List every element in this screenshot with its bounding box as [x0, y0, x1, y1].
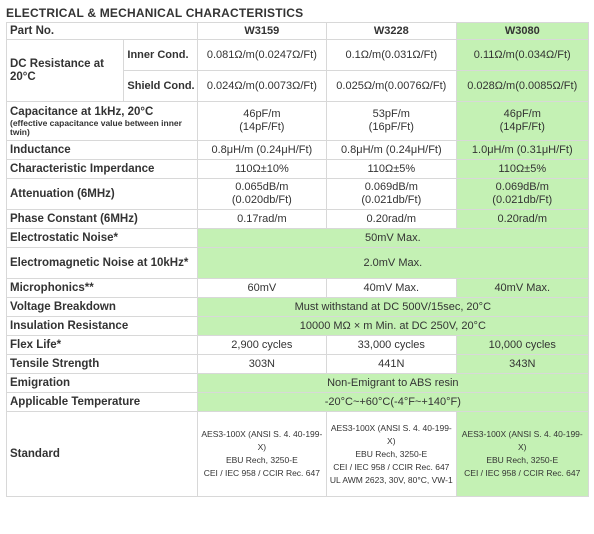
- table-row: [7, 298, 588, 316]
- table-cell: 110Ω±10%: [198, 160, 326, 178]
- table-cell: 303N: [198, 355, 326, 373]
- table-cell: 0.069dB/m (0.021db/Ft): [457, 179, 588, 209]
- table-cell: 0.20rad/m: [327, 210, 455, 228]
- table-row: [7, 248, 588, 278]
- table-row: [7, 374, 588, 392]
- flex-life-label: Flex Life*: [7, 336, 197, 354]
- table-cell: 0.065dB/m (0.020db/Ft): [198, 179, 326, 209]
- table-row: [7, 179, 588, 209]
- table-cell: 46pF/m (14pF/Ft): [457, 102, 588, 140]
- table-cell: Must withstand at DC 500V/15sec, 20°C: [198, 298, 588, 316]
- capacitance-label-text: Capacitance at 1kHz, 20°C: [10, 105, 154, 118]
- table-cell: AES3-100X (ANSI S. 4. 40-199-X) EBU Rech, 3250-E CEI / IEC 958 / CCIR Rec. 647: [198, 412, 326, 496]
- table-row: [7, 160, 588, 178]
- electrostatic-noise-label: Electrostatic Noise*: [7, 229, 197, 247]
- phase-constant-label: Phase Constant (6MHz): [7, 210, 197, 228]
- part-w3080: W3080: [457, 23, 588, 39]
- table-cell: 50mV Max.: [198, 229, 588, 247]
- table-row: [7, 141, 588, 159]
- shield-cond-label: Shield Cond.: [124, 71, 196, 101]
- table-row: [7, 393, 588, 411]
- inductance-label: Inductance: [7, 141, 197, 159]
- table-row: [7, 317, 588, 335]
- table-cell: 110Ω±5%: [327, 160, 455, 178]
- table-cell: 53pF/m (16pF/Ft): [327, 102, 455, 140]
- capacitance-note: (effective capacitance value between inner twin): [10, 117, 182, 137]
- emigration-label: Emigration: [7, 374, 197, 392]
- part-w3228: W3228: [327, 23, 455, 39]
- attenuation-label: Attenuation (6MHz): [7, 179, 197, 209]
- capacitance-label: [7, 102, 197, 140]
- part-w3159: W3159: [198, 23, 326, 39]
- table-row: [7, 279, 588, 297]
- table-row: [7, 210, 588, 228]
- table-cell: 0.081Ω/m(0.0247Ω/Ft): [198, 40, 326, 70]
- table-cell: 0.069dB/m (0.021db/Ft): [327, 179, 455, 209]
- table-cell: 40mV Max.: [457, 279, 588, 297]
- impedance-label: Characteristic Imperdance: [7, 160, 197, 178]
- table-cell: 10,000 cycles: [457, 336, 588, 354]
- microphonics-label: Microphonics**: [7, 279, 197, 297]
- insulation-resistance-label: Insulation Resistance: [7, 317, 197, 335]
- table-cell: AES3-100X (ANSI S. 4. 40-199-X) EBU Rech, 3250-E CEI / IEC 958 / CCIR Rec. 647: [457, 412, 588, 496]
- inner-cond-label: Inner Cond.: [124, 40, 196, 70]
- table-cell: 46pF/m (14pF/Ft): [198, 102, 326, 140]
- table-cell: 40mV Max.: [327, 279, 455, 297]
- table-cell: 1.0μH/m (0.31μH/Ft): [457, 141, 588, 159]
- table-cell: 110Ω±5%: [457, 160, 588, 178]
- characteristics-table: [6, 22, 589, 497]
- table-row: [7, 23, 588, 39]
- table-cell: 60mV: [198, 279, 326, 297]
- table-cell: AES3-100X (ANSI S. 4. 40-199-X) EBU Rech, 3250-E CEI / IEC 958 / CCIR Rec. 647 UL AWM 2623, 30V, 80°C, VW-1: [327, 412, 455, 496]
- table-cell: Non-Emigrant to ABS resin: [198, 374, 588, 392]
- table-cell: 33,000 cycles: [327, 336, 455, 354]
- table-cell: 441N: [327, 355, 455, 373]
- dc-resistance-label: DC Resistance at 20°C: [7, 40, 123, 101]
- table-cell: 2.0mV Max.: [198, 248, 588, 278]
- table-row: [7, 336, 588, 354]
- table-cell: 0.20rad/m: [457, 210, 588, 228]
- table-cell: 2,900 cycles: [198, 336, 326, 354]
- table-cell: 0.025Ω/m(0.0076Ω/Ft): [327, 71, 455, 101]
- table-cell: 343N: [457, 355, 588, 373]
- table-cell: 10000 MΩ × m Min. at DC 250V, 20°C: [198, 317, 588, 335]
- table-row: [7, 412, 588, 496]
- table-cell: -20°C~+60°C(-4°F~+140°F): [198, 393, 588, 411]
- table-row: [7, 229, 588, 247]
- table-cell: 0.17rad/m: [198, 210, 326, 228]
- table-row: [7, 40, 588, 70]
- part-no-label: Part No.: [7, 23, 197, 39]
- table-cell: 0.8μH/m (0.24μH/Ft): [198, 141, 326, 159]
- page-title: ELECTRICAL & MECHANICAL CHARACTERISTICS: [6, 6, 304, 20]
- tensile-strength-label: Tensile Strength: [7, 355, 197, 373]
- table-cell: 0.028Ω/m(0.0085Ω/Ft): [457, 71, 588, 101]
- applicable-temperature-label: Applicable Temperature: [7, 393, 197, 411]
- table-row: [7, 355, 588, 373]
- table-cell: 0.024Ω/m(0.0073Ω/Ft): [198, 71, 326, 101]
- voltage-breakdown-label: Voltage Breakdown: [7, 298, 197, 316]
- table-cell: 0.1Ω/m(0.031Ω/Ft): [327, 40, 455, 70]
- table-cell: 0.8μH/m (0.24μH/Ft): [327, 141, 455, 159]
- standard-label: Standard: [7, 412, 197, 496]
- table-row: [7, 102, 588, 140]
- electromagnetic-noise-label: Electromagnetic Noise at 10kHz*: [7, 248, 197, 278]
- table-cell: 0.11Ω/m(0.034Ω/Ft): [457, 40, 588, 70]
